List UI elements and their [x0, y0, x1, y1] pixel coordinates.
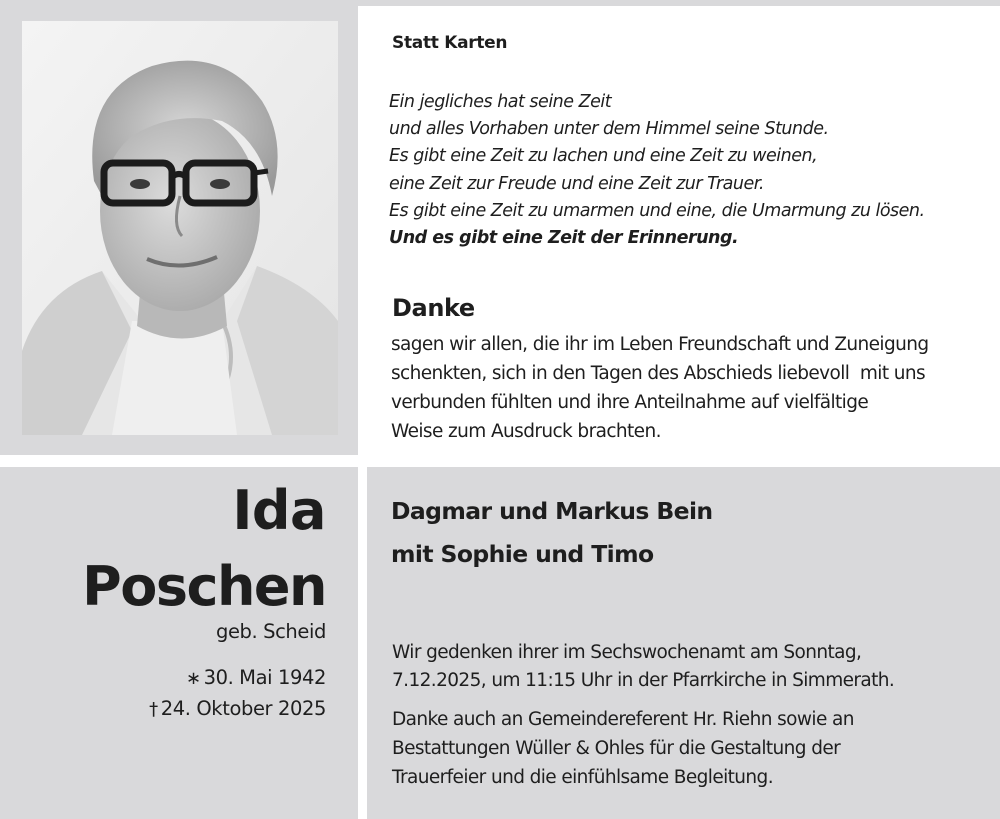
poem-line: eine Zeit zur Freude und eine Zeit zur Trauer. [389, 173, 764, 194]
portrait-photo [22, 21, 338, 435]
danke-paragraph [391, 330, 929, 446]
poem-line: und alles Vorhaben unter dem Himmel seine Stunde. [389, 119, 829, 140]
poem [389, 89, 925, 252]
poem-last-line: Und es gibt eine Zeit der Erinnerung. [389, 228, 739, 249]
deceased-maiden-name: geb. Scheid [215, 620, 326, 643]
thanks-line: Bestattungen Wüller & Ohles für die Gestaltung der [392, 738, 841, 759]
birth-star-icon: ∗ [185, 668, 201, 689]
thanks-line: Trauerfeier und die einfühlsame Begleitung. [392, 767, 773, 788]
danke-line: sagen wir allen, die ihr im Leben Freundschaft und Zuneigung [391, 334, 929, 355]
additional-thanks [392, 705, 854, 792]
birth-date-text: 30. Mai 1942 [203, 666, 326, 689]
danke-title: Danke [392, 294, 475, 322]
memorial-line: 7.12.2025, um 11:15 Uhr in der Pfarrkirche in Simmerath. [392, 670, 895, 691]
heading-statt-karten: Statt Karten [392, 33, 508, 53]
death-cross-icon: † [149, 699, 158, 720]
poem-line: Es gibt eine Zeit zu lachen und eine Zeit zu weinen, [389, 146, 818, 167]
deceased-last-name: Poschen [82, 555, 326, 618]
death-date-text: 24. Oktober 2025 [160, 697, 326, 720]
danke-line: schenkten, sich in den Tagen des Abschieds liebevoll mit uns [391, 363, 926, 384]
poem-line: Es gibt eine Zeit zu umarmen und eine, die Umarmung zu lösen. [389, 200, 925, 221]
deceased-first-name: Ida [232, 479, 326, 542]
poem-line: Ein jegliches hat seine Zeit [389, 92, 612, 112]
family-line: Dagmar und Markus Bein [391, 497, 713, 525]
danke-line: verbunden fühlten und ihre Anteilnahme auf vielfältige [391, 392, 869, 413]
family-names [391, 490, 713, 576]
death-date [149, 697, 326, 720]
family-line: mit Sophie und Timo [391, 540, 654, 568]
thanks-line: Danke auch an Gemeindereferent Hr. Riehn sowie an [392, 709, 854, 730]
danke-line: Weise zum Ausdruck brachten. [391, 421, 661, 442]
birth-date [186, 666, 326, 689]
memorial-service-note [392, 639, 894, 695]
memorial-line: Wir gedenken ihrer im Sechswochenamt am Sonntag, [392, 642, 862, 663]
